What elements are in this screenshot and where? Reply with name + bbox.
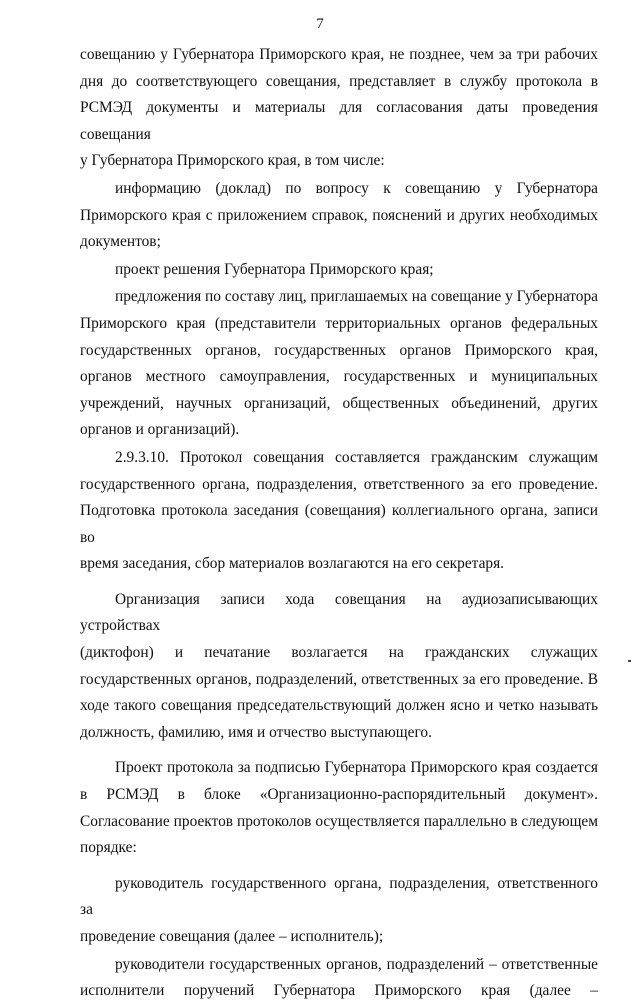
text-line: документов;	[80, 233, 161, 251]
text-line: 2.9.3.10. Протокол совещания составляется гражданским служащим	[115, 448, 598, 466]
text-line: (диктофон) и печатание возлагается на гражданских служащих	[80, 644, 598, 662]
margin-mark	[628, 660, 631, 662]
text-line: органов и организаций).	[80, 421, 240, 439]
text-line: проведение совещания (далее – исполнитель);	[80, 928, 384, 945]
paragraph-2-9-3-10	[80, 445, 598, 578]
paragraph-continuation	[80, 42, 598, 175]
text-line: Подготовка протокола заседания (совещания) коллегиального органа, записи во	[80, 502, 598, 546]
text-line: информацию (доклад) по вопросу к совещанию у Губернатора	[115, 179, 598, 197]
text-line: РСМЭД документы и материалы для согласования даты проведения совещания	[80, 99, 598, 143]
text-line: Приморского края (представители территориальных органов федеральных	[80, 314, 598, 332]
text-line: государственных органов, подразделений, ответственных за его проведение. В	[80, 670, 598, 688]
text-line: органов местного самоуправления, государственных и муниципальных	[80, 368, 598, 386]
text-line: порядке:	[80, 839, 137, 857]
paragraph-invitees	[80, 284, 598, 444]
text-line: Проект протокола за подписью Губернатора Приморского края создается	[115, 759, 598, 777]
document-body	[80, 42, 598, 1006]
paragraph-info-report	[80, 176, 598, 256]
text-line: Согласование проектов протоколов осуществляется параллельно в следующем	[80, 812, 598, 830]
text-line: Организация записи хода совещания на аудиозаписывающих устройствах	[80, 590, 598, 635]
text-line: учреждений, научных организаций, общественных объединений, других	[80, 394, 598, 412]
paragraph-draft-decision	[80, 257, 598, 284]
paragraph-audio-recording	[80, 587, 598, 747]
text-line: руководители государственных органов, подразделений – ответственные	[115, 955, 598, 973]
text-line: государственных органов, государственных органов Приморского края,	[80, 341, 598, 359]
text-line: совещанию у Губернатора Приморского края, не позднее, чем за три рабочих	[80, 46, 598, 63]
text-line: Приморского края с приложением справок, пояснений и других необходимых	[80, 206, 598, 224]
text-line: должность, фамилию, имя и отчество выступающего.	[80, 723, 432, 741]
text-line: предложения по составу лиц, приглашаемых на совещание у Губернатора	[115, 288, 598, 306]
text-line: дня до соответствующего совещания, представляет в службу протокола в	[80, 72, 598, 90]
text-line: проект решения Губернатора Приморского края;	[115, 260, 434, 278]
text-line: ходе такого совещания председательствующий должен ясно и четко называть	[80, 697, 598, 715]
paragraph-draft-protocol	[80, 755, 598, 861]
paragraph-executor	[80, 871, 598, 951]
page-number: 7	[316, 16, 324, 32]
text-line: время заседания, сбор материалов возлагаются на его секретаря.	[80, 555, 505, 573]
paragraph-responsible-executors	[80, 952, 598, 1005]
text-line: исполнители поручений Губернатора Приморского края (далее –	[80, 982, 598, 1000]
text-line: в РСМЭД в блоке «Организационно-распорядительный документ».	[80, 786, 598, 804]
text-line: руководитель государственного органа, подразделения, ответственного за	[80, 874, 598, 919]
text-line: государственного органа, подразделения, ответственного за его проведение.	[80, 475, 598, 493]
text-line: у Губернатора Приморского края, в том числе:	[80, 152, 385, 170]
